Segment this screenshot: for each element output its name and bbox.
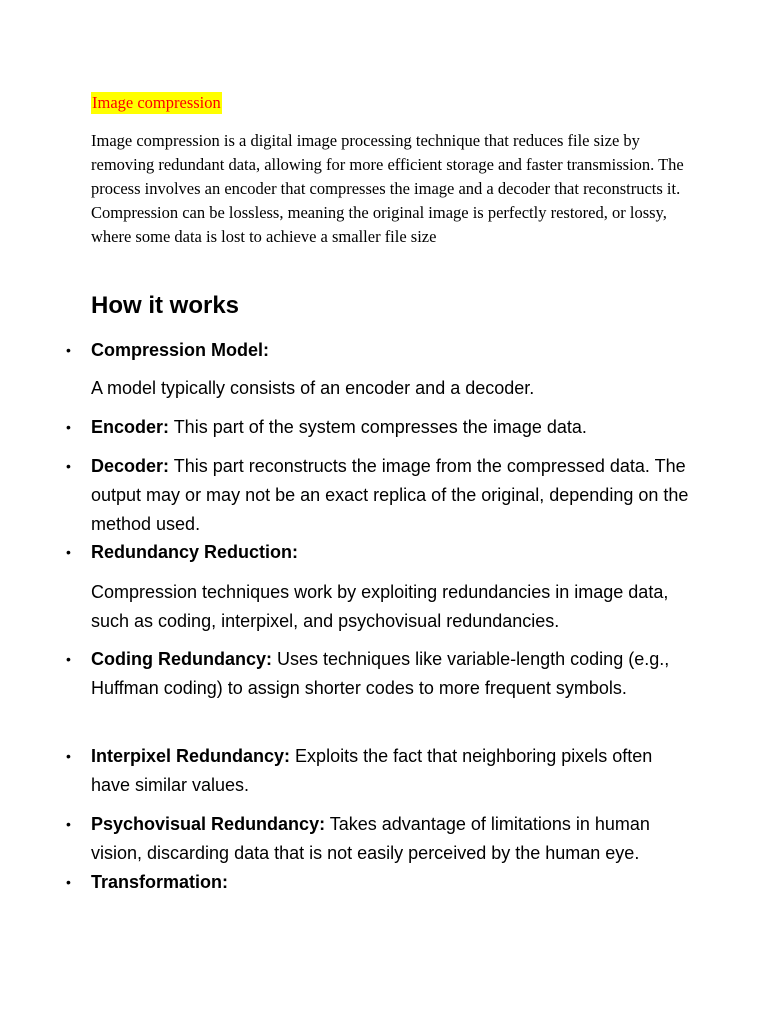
list-item-term: Transformation: <box>91 872 229 892</box>
list-item-text: Uses techniques like variable-length coding (e.g., Huffman coding) to assign shorter codes to more frequent symbols. <box>91 649 670 698</box>
bullet-icon: • <box>66 458 71 474</box>
bullet-icon: • <box>66 816 71 832</box>
list-item-encoder <box>66 413 691 442</box>
document-title: Image compression <box>92 93 221 112</box>
list-item-term: Encoder: <box>91 417 170 437</box>
list-item-text: Exploits the fact that neighboring pixels often have similar values. <box>91 746 653 795</box>
list-item-term: Interpixel Redundancy: <box>91 746 291 766</box>
bullet-icon: • <box>66 342 71 358</box>
bullet-icon: • <box>66 748 71 764</box>
bullet-icon: • <box>66 544 71 560</box>
list-item-interpixel-redundancy <box>66 742 691 800</box>
list-item-text: This part of the system compresses the image data. <box>169 417 587 437</box>
list-item-decoder <box>66 452 691 539</box>
bullet-icon: • <box>66 651 71 667</box>
list-item-term: Redundancy Reduction: <box>91 542 299 562</box>
bullet-icon: • <box>66 419 71 435</box>
list-item-transformation <box>66 868 691 897</box>
list-item-term: Psychovisual Redundancy: <box>91 814 326 834</box>
list-item-term: Coding Redundancy: <box>91 649 272 669</box>
intro-paragraph: Image compression is a digital image processing technique that reduces file size by removing redundant data, allowing for more efficient storage and faster transmission. The process involves an encoder that compresses the image and a decoder that reconstructs it. Compression can be lossless, meaning the original image is perfectly restored, or lossy, where some data is lost to achieve a smaller file size <box>91 131 684 246</box>
redundancy-paragraph: Compression techniques work by exploiting redundancies in image data, such as coding, interpixel, and psychovisual redundancies. <box>91 582 669 631</box>
list-item-redundancy-reduction <box>66 538 691 567</box>
list-item-term: Decoder: <box>91 456 170 476</box>
list-item-compression-model <box>66 336 691 365</box>
model-paragraph: A model typically consists of an encoder and a decoder. <box>91 378 535 398</box>
section-heading: How it works <box>91 292 240 319</box>
list-item-text: This part reconstructs the image from the compressed data. The output may or may not be an exact replica of the original, depending on the method used. <box>91 456 689 534</box>
list-item-text: Takes advantage of limitations in human vision, discarding data that is not easily perceived by the human eye. <box>91 814 650 863</box>
list-item-coding-redundancy <box>66 645 691 703</box>
bullet-icon: • <box>66 874 71 890</box>
list-item-term: Compression Model: <box>91 340 270 360</box>
list-item-psychovisual-redundancy <box>66 810 691 868</box>
